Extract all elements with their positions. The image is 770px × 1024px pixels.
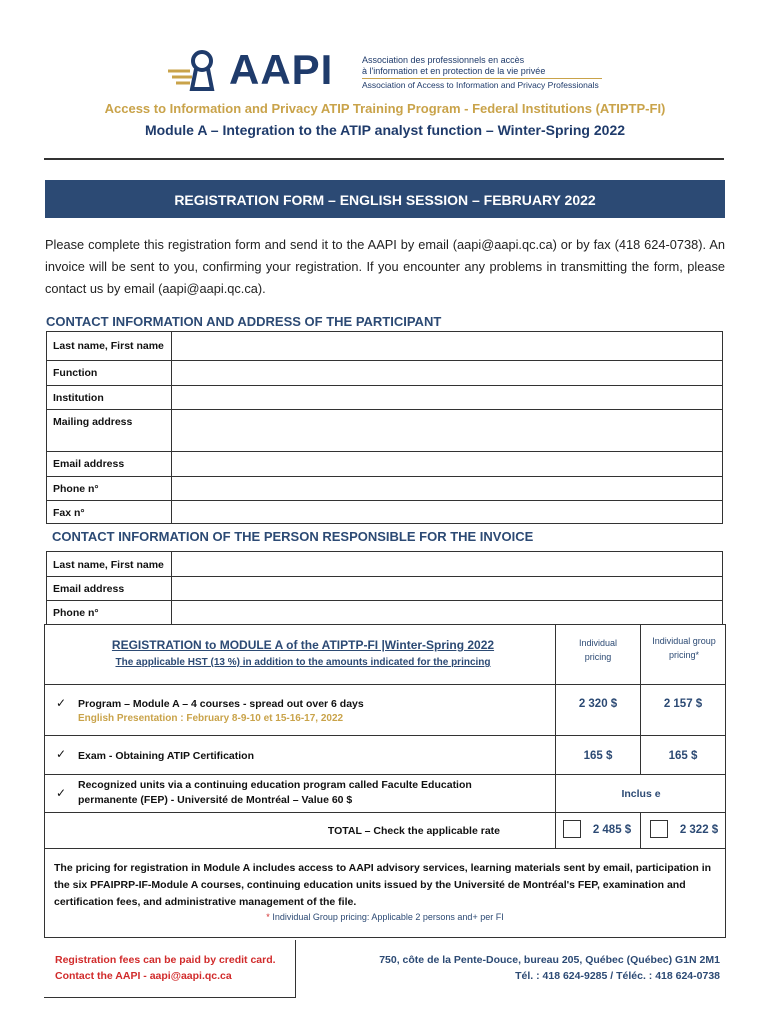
institution-input[interactable] — [172, 386, 723, 410]
program-title: Access to Information and Privacy ATIP Training Program - Federal Institutions (ATIPTP-FI) — [104, 101, 666, 116]
program-line: Program – Module A – 4 courses - spread out over 6 days — [78, 698, 364, 710]
invoice-name-input[interactable] — [172, 552, 723, 577]
footnote-text: Individual Group pricing: Applicable 2 persons and+ per FI — [272, 912, 504, 922]
divider — [44, 812, 726, 813]
divider — [555, 624, 556, 848]
participant-table — [46, 331, 723, 524]
fax-input[interactable] — [172, 501, 723, 524]
field-label: Fax n° — [47, 501, 172, 524]
aapi-logo-icon — [166, 49, 222, 93]
function-input[interactable] — [172, 361, 723, 386]
org-line-en: Association of Access to Information and Privacy Professionals — [362, 78, 602, 91]
field-label: Phone n° — [47, 601, 172, 625]
phone-line: Tél. : 418 624-9285 / Téléc. : 418 624-0738 — [515, 970, 720, 982]
divider — [44, 848, 726, 849]
individual-rate-checkbox[interactable] — [563, 820, 581, 838]
check-icon: ✓ — [56, 696, 67, 710]
exam-line: Exam - Obtaining ATIP Certification — [78, 750, 254, 762]
total-group-price: 2 322 $ — [679, 824, 719, 836]
program-sub: English Presentation : February 8-9-10 et 15-16-17, 2022 — [78, 713, 344, 724]
field-label: Last name, First name — [47, 332, 172, 361]
participant-section-title: CONTACT INFORMATION AND ADDRESS OF THE PARTICIPANT — [46, 314, 442, 329]
contact-info — [300, 952, 720, 984]
org-name — [362, 55, 602, 91]
units-line-1: Recognized units via a continuing education program called Faculte Education — [78, 779, 472, 791]
field-label: Mailing address — [47, 410, 172, 452]
units-line-2: permanente (FEP) - Université de Montréal – Value 60 $ — [78, 794, 353, 806]
address-line: 750, côte de la Pente-Douce, bureau 205, Québec (Québec) G1N 2M1 — [379, 954, 720, 966]
footer-divider — [295, 940, 296, 998]
units-included: Inclus e — [621, 788, 661, 800]
invoice-email-input[interactable] — [172, 577, 723, 601]
field-label: Institution — [47, 386, 172, 410]
mailing-address-input[interactable] — [172, 410, 723, 452]
logo-wordmark: AAPI — [229, 46, 334, 93]
field-label: Email address — [47, 577, 172, 601]
exam-group-price: 165 $ — [668, 750, 698, 762]
registration-subtitle: The applicable HST (13 %) in addition to the amounts indicated for the princing — [115, 657, 491, 668]
field-label: Function — [47, 361, 172, 386]
program-individual-price: 2 320 $ — [578, 698, 618, 710]
group-rate-checkbox[interactable] — [650, 820, 668, 838]
footer-underline — [44, 997, 296, 998]
registration-title: REGISTRATION to MODULE A of the ATIPTP-FI |Winter-Spring 2022 — [111, 638, 495, 652]
invoice-table — [46, 551, 723, 625]
program-group-price: 2 157 $ — [663, 698, 703, 710]
org-line-fr-1: Association des professionnels en accès — [362, 55, 525, 65]
total-label: TOTAL – Check the applicable rate — [327, 825, 500, 837]
invoice-section-title: CONTACT INFORMATION OF THE PERSON RESPONSIBLE FOR THE INVOICE — [52, 529, 534, 544]
field-label: Phone n° — [47, 477, 172, 501]
header-divider — [44, 158, 724, 160]
divider — [44, 735, 726, 736]
check-icon: ✓ — [56, 786, 67, 800]
form-banner: REGISTRATION FORM – ENGLISH SESSION – FEBRUARY 2022 — [45, 180, 725, 218]
divider — [44, 774, 726, 775]
email-input[interactable] — [172, 452, 723, 477]
total-individual-price: 2 485 $ — [592, 824, 632, 836]
footnote-star: * — [266, 912, 270, 922]
payment-info — [55, 952, 295, 984]
divider — [640, 812, 641, 848]
module-title: Module A – Integration to the ATIP analyst function – Winter-Spring 2022 — [144, 122, 626, 138]
payment-line-2: Contact the AAPI - aapi@aapi.qc.ca — [55, 970, 232, 982]
exam-individual-price: 165 $ — [583, 750, 613, 762]
org-line-fr-2: à l'information et en protection de la vie privée — [362, 65, 546, 76]
intro-paragraph: Please complete this registration form and send it to the AAPI by email (aapi@aapi.qc.ca) or by fax (418 624-0738). An invoice will be sent to you, confirming your registration. If you encounter any problems in transmitting the form, please contact us by email (aapi@aapi.qc.ca). — [45, 237, 725, 296]
payment-line-1: Registration fees can be paid by credit card. — [55, 954, 276, 966]
name-input[interactable] — [172, 332, 723, 361]
check-icon: ✓ — [56, 747, 67, 761]
pricing-note: The pricing for registration in Module A includes access to AAPI advisory services, learning materials sent by email, participation in the six PFAIPRP-IF-Module A courses, continuing education units issued by the Université de Montréal's FEP, examination and certification fees, and administrative management of the file. — [54, 862, 712, 908]
field-label: Email address — [47, 452, 172, 477]
field-label: Last name, First name — [47, 552, 172, 577]
invoice-phone-input[interactable] — [172, 601, 723, 625]
col-individual-header: Individual pricing — [578, 638, 618, 662]
divider — [44, 684, 726, 685]
phone-input[interactable] — [172, 477, 723, 501]
col-group-header: Individual group pricing* — [652, 636, 716, 660]
footnote — [0, 912, 770, 922]
